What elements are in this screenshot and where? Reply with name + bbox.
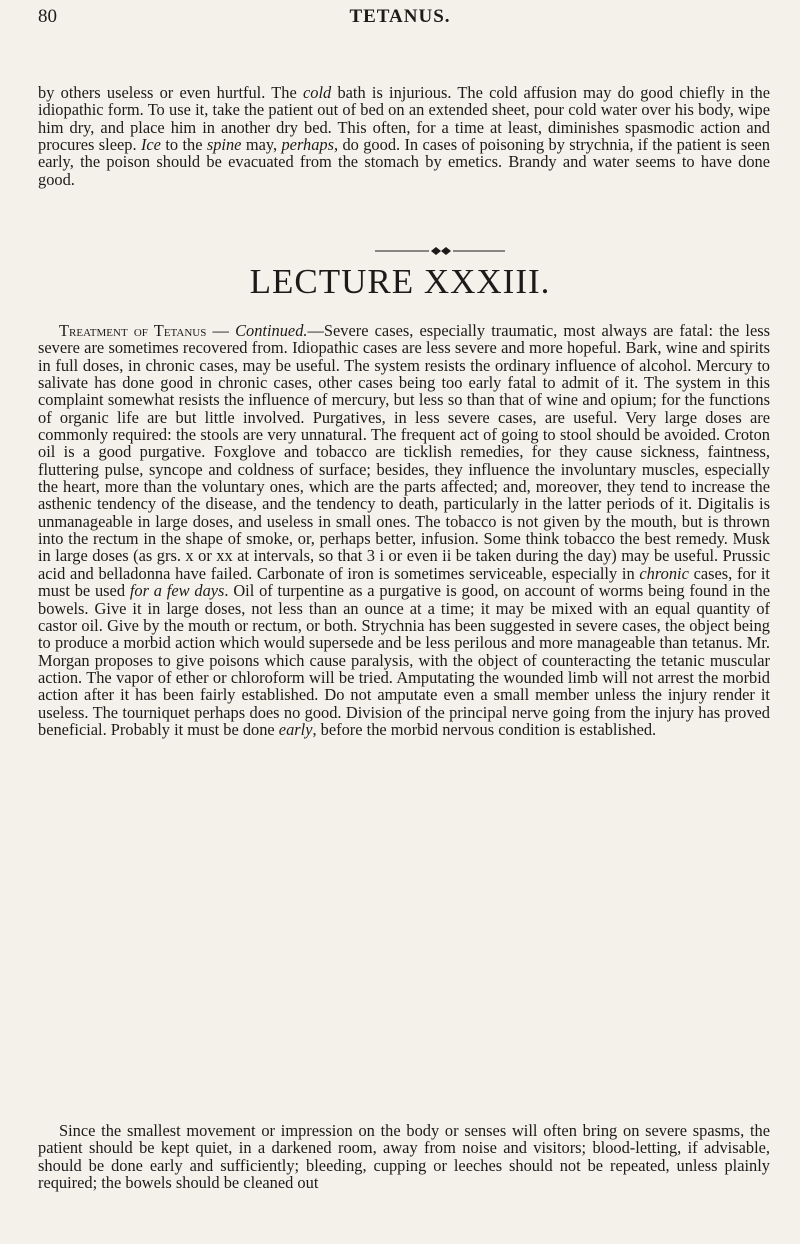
text-run: —Severe cases, especially traumatic, most always are fatal: the less severe are sometimes recovered from. Idiopathic cases are less severe and more hopeful. Bark, wine and spirits in full doses, in chronic cases, may be useful. The system resists the ordinary influence of alcohol. Mercury to salivate has done good in chronic cases, other cases being too early fatal to admit of it. The system in this complaint somewhat resists the influence of mercury, but less so than that of wine and opium; for the functions of organic life are but little involved. Purgatives, in less severe cases, are useful. Very large doses are commonly required: the stools are very unnatural. The frequent act of going to stool should be avoided. Croton oil is a good purgative. Foxglove and tobacco are ticklish remedies, for they cause sickness, faintness, fluttering pulse, syncope and coldness of surface; besides, they influence the involuntary muscles, especially the heart, more than the voluntary ones, which are the parts affected; and, moreover, they tend to increase the asthenic tendency of the disease, and the tendency to death, particularly in the latter periods of it. Digitalis is unmanageable in large doses, and useless in small ones. The tobacco is not given by the mouth, but is thrown into the rectum in the shape of smoke, or, perhaps better, infusion. Some think tobacco the best remedy. Musk in large doses (as grs. x or xx at intervals, so that 3 i or even ii be taken during the day) may be useful. Prussic acid and belladonna have failed. Carbonate of iron is sometimes serviceable, especially in (38, 321, 770, 583)
text-run: . Oil of turpentine as a purgative is good, on account of worms being found in the bowels. Give it in large doses, not less than an ounce at a time; it may be mixed with an equal quantity of castor oil. Give by the mouth or rectum, or both. Strychnia has been suggested in severe cases, the object being to produce a morbid action which would supersede and be less perilous and more manageable than tetanus. Mr. Morgan proposes to give poisons which cause paralysis, with the object of counteracting the tetanic muscular action. The vapor of ether or chloroform will be tried. Amputating the wounded limb will not arrest the morbid action after it has been fairly established. Do not amputate even a small member unless the injury render it useless. The tourniquet perhaps does no good. Division of the principal nerve going from the injury has proved beneficial. Probably it must be done (38, 581, 771, 739)
text-run: cases, for it must be used (38, 563, 770, 601)
text-run: bath is injurious. The cold affusion may do good chiefly in the idiopathic form. To use it, take the patient out of bed on an extended sheet, pour cold water over his body, wipe him dry, and place him in another dry bed. This often, for a time at least, diminishes spasmodic action and procures sleep. (38, 83, 770, 155)
text-run: — (206, 321, 236, 340)
lecture-title: LECTURE XXXIII. (249, 262, 551, 301)
page-header (38, 6, 762, 32)
emphasis-perhaps: perhaps (281, 135, 334, 155)
page-number: 80 (38, 6, 57, 27)
text-run: Since the smallest movement or impression on the body or senses will often bring on severe spasms, the patient should be kept quiet, in a darkened room, away from noise and visitors; blood-letting, if advisable, should be done early and sufficiently; bleeding, cupping or leeches should not be repeated, unless plainly required; the bowels should be cleaned out (38, 1121, 770, 1193)
text-run: , do good. In cases of poisoning by strychnia, if the patient is seen early, the poison should be evacuated from the stomach by emetics. Brandy and water seems to have done good. (38, 135, 770, 189)
running-head: TETANUS. (349, 6, 451, 27)
paragraph-treatment (38, 322, 770, 738)
emphasis-spine: spine (206, 135, 242, 155)
emphasis-continued: Continued. (235, 321, 308, 340)
paragraph-quiet-room (38, 1122, 770, 1191)
emphasis-ice: Ice (140, 135, 161, 155)
text-run: to the (160, 135, 207, 155)
emphasis-few-days: for a few days (129, 581, 225, 601)
paragraph-cold-bath (38, 84, 770, 188)
text-run: by others useless or even hurtful. The (38, 83, 303, 102)
emphasis-cold: cold (302, 83, 332, 102)
section-heading: Treatment of Tetanus (59, 321, 207, 340)
text-run: , before the morbid nervous condition is established. (312, 719, 657, 739)
section-divider (375, 245, 505, 257)
emphasis-early: early (278, 719, 313, 739)
emphasis-chronic: chronic (639, 563, 689, 583)
text-run: may, (241, 135, 282, 155)
